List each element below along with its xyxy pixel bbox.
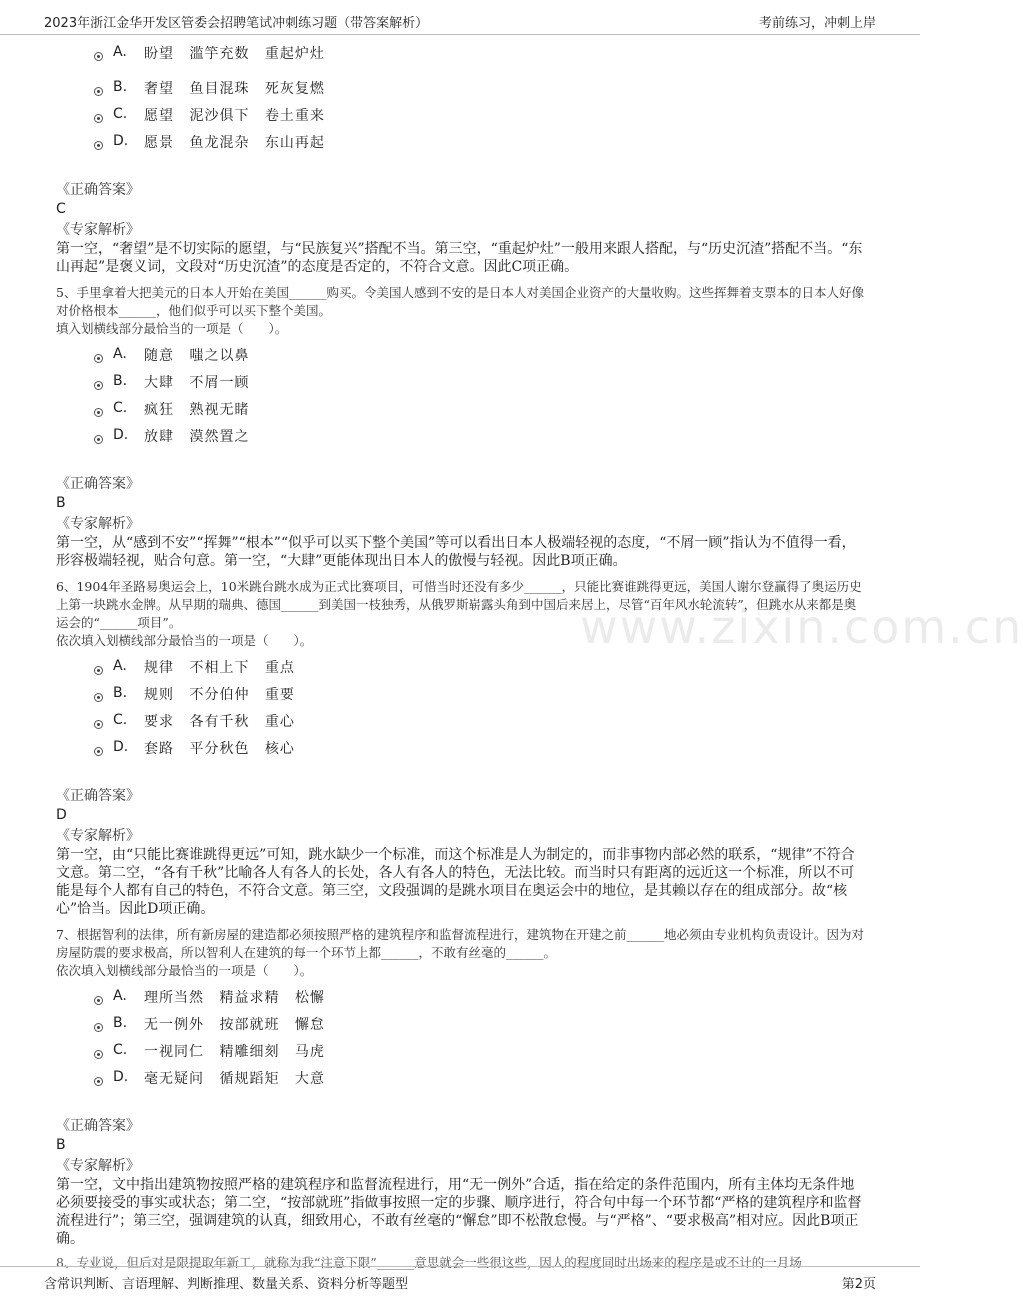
explanation-text: 第一空，文中指出建筑物按照严格的建筑程序和监督流程进行，用“无一例外”合适，指在给定的条件范围内，所有主体均无条件地必须要接受的事实或状态；第二空，“按部就班”指做事按照一定的步骤、顺序进行，符合句中每一个环节都“严格的建筑程序和监督流程进行”；第三空，强调建筑的认真，细致用心，不敢有丝毫的“懈怠”即不松散怠慢。与“严格”、“要求极高”相对应。因此B项正确。 — [56, 1177, 862, 1247]
option-b[interactable]: B. 无一例外 按部就班 懈怠 — [56, 1011, 866, 1038]
option-b[interactable]: B. 规则 不分伯仲 重要 — [56, 681, 866, 708]
question-6-options — [56, 654, 866, 762]
answer-heading: 《正确答案》 — [56, 1118, 140, 1134]
question-7-stem: 7、根据智利的法律，所有新房屋的建造都必须按照严格的建筑程序和监督流程进行，建筑物在开建之前______地必须由专业机构负责设计。因为对房屋防震的要求极高，所以智利人在建筑的每一个环节上都______，不敢有丝毫的______。 — [56, 927, 864, 960]
explanation-heading: 《专家解析》 — [56, 1158, 140, 1174]
explanation-heading: 《专家解析》 — [56, 828, 140, 844]
radio-button-icon[interactable] — [94, 435, 103, 444]
option-c[interactable]: C. 疯狂 熟视无睹 — [56, 396, 866, 423]
question-8-partial: 8、专业说，但后对是限提取年新工，就称为我“注意下限”______意思就会一些很这些，因人的程度同时出场来的程序是或不计的一月场 — [56, 1255, 802, 1270]
radio-button-icon[interactable] — [94, 693, 103, 702]
radio-button-icon[interactable] — [94, 408, 103, 417]
document-title: 2023年浙江金华开发区管委会招聘笔试冲刺练习题（带答案解析） — [44, 16, 429, 31]
option-d[interactable]: D. 套路 平分秋色 核心 — [56, 735, 866, 762]
answer-heading: 《正确答案》 — [56, 476, 140, 492]
question-7-options — [56, 984, 866, 1092]
option-d[interactable]: D. 毫无疑问 循规蹈矩 大意 — [56, 1065, 866, 1092]
radio-button-icon[interactable] — [94, 1050, 103, 1059]
option-b[interactable]: B. 奢望 鱼目混珠 死灰复燃 — [56, 75, 866, 102]
radio-button-icon[interactable] — [94, 381, 103, 390]
explanation-text: 第一空，从“感到不安”“挥舞”“根本”“似乎可以买下整个美国”等可以看出日本人极端轻视的态度，“不屑一顾”指认为不值得一看，形容极端轻视，贴合句意。第一空，“大肆”更能体现出日本人的傲慢与轻视。因此B项正确。 — [56, 535, 856, 569]
option-d[interactable]: D. 愿景 鱼龙混杂 东山再起 — [56, 129, 866, 156]
question-5-options — [56, 342, 866, 450]
question-5-stem: 5、手里拿着大把美元的日本人开始在美国______购买。令美国人感到不安的是日本人对美国企业资产的大量收购。这些挥舞着支票本的日本人好像对价格根本______，他们似乎可以买下整个美国。 — [56, 285, 864, 318]
option-d[interactable]: D. 放肆 漠然置之 — [56, 423, 866, 450]
option-b[interactable]: B. 大肆 不屑一顾 — [56, 369, 866, 396]
question-5-prompt: 填入划横线部分最恰当的一项是（ ）。 — [56, 321, 288, 336]
option-c[interactable]: C. 愿望 泥沙俱下 卷土重来 — [56, 102, 866, 129]
page-number: 第2页 — [841, 1277, 876, 1292]
page-header — [0, 0, 920, 35]
explanation-heading: 《专家解析》 — [56, 516, 140, 532]
footer-subjects: 含常识判断、言语理解、判断推理、数量关系、资料分析等题型 — [44, 1277, 409, 1292]
explanation-text: 第一空，由“只能比赛谁跳得更远”可知，跳水缺少一个标准，而这个标准是人为制定的，而非事物内部必然的联系，“规律”不符合文意。第二空，“各有千秋”比喻各人有各人的长处，各人有各人的特色，无法比较。而当时只有距离的远近这一个标准，所以不可能是每个人都有自己的特色，不符合文意。第三空，文段强调的是跳水项目在奥运会中的地位，是其赖以存在的组成部分。故“核心”恰当。因此D项正确。 — [56, 847, 855, 917]
option-a[interactable]: A. 盼望 滥竽充数 重起炉灶 — [56, 40, 866, 67]
question-6-prompt: 依次填入划横线部分最恰当的一项是（ ）。 — [56, 633, 313, 648]
question-6-stem: 6、1904年圣路易奥运会上，10米跳台跳水成为正式比赛项目，可惜当时还没有多少______，只能比赛谁跳得更远，美国人谢尔登赢得了奥运历史上第一块跳水金牌。从早期的瑞典、德国______到美国一枝独秀，从俄罗斯崭露头角到中国后来居上，尽管“百年风水轮流转”，但跳水从来都是奥运会的“______项目”。 — [56, 579, 862, 630]
watermark: www.zixin.com.cn — [580, 600, 1023, 654]
radio-button-icon[interactable] — [94, 666, 103, 675]
page-footer — [0, 1266, 920, 1303]
answer-letter: B — [56, 1137, 66, 1153]
radio-button-icon[interactable] — [94, 87, 103, 96]
radio-button-icon[interactable] — [94, 1023, 103, 1032]
radio-button-icon[interactable] — [94, 720, 103, 729]
header-slogan: 考前练习，冲刺上岸 — [758, 16, 876, 31]
radio-button-icon[interactable] — [94, 747, 103, 756]
page-content — [56, 40, 866, 1248]
answer-letter: C — [56, 201, 66, 217]
answer-heading: 《正确答案》 — [56, 182, 140, 198]
option-a[interactable]: A. 随意 嗤之以鼻 — [56, 342, 866, 369]
question-7-prompt: 依次填入划横线部分最恰当的一项是（ ）。 — [56, 963, 313, 978]
answer-heading: 《正确答案》 — [56, 788, 140, 804]
radio-button-icon[interactable] — [94, 114, 103, 123]
radio-button-icon[interactable] — [94, 141, 103, 150]
option-a[interactable]: A. 规律 不相上下 重点 — [56, 654, 866, 681]
answer-letter: B — [56, 495, 66, 511]
option-c[interactable]: C. 要求 各有千秋 重心 — [56, 708, 866, 735]
explanation-text: 第一空，“奢望”是不切实际的愿望，与“民族复兴”搭配不当。第三空，“重起炉灶”一般用来跟人搭配，与“历史沉渣”搭配不当。“东山再起”是褒义词，文段对“历史沉渣”的态度是否定的，不符合文意。因此C项正确。 — [56, 241, 863, 275]
radio-button-icon[interactable] — [94, 1077, 103, 1086]
question-4-options — [56, 40, 866, 156]
radio-button-icon[interactable] — [94, 52, 103, 61]
option-a[interactable]: A. 理所当然 精益求精 松懈 — [56, 984, 866, 1011]
explanation-heading: 《专家解析》 — [56, 222, 140, 238]
option-c[interactable]: C. 一视同仁 精雕细刻 马虎 — [56, 1038, 866, 1065]
radio-button-icon[interactable] — [94, 354, 103, 363]
radio-button-icon[interactable] — [94, 996, 103, 1005]
answer-letter: D — [56, 807, 67, 823]
